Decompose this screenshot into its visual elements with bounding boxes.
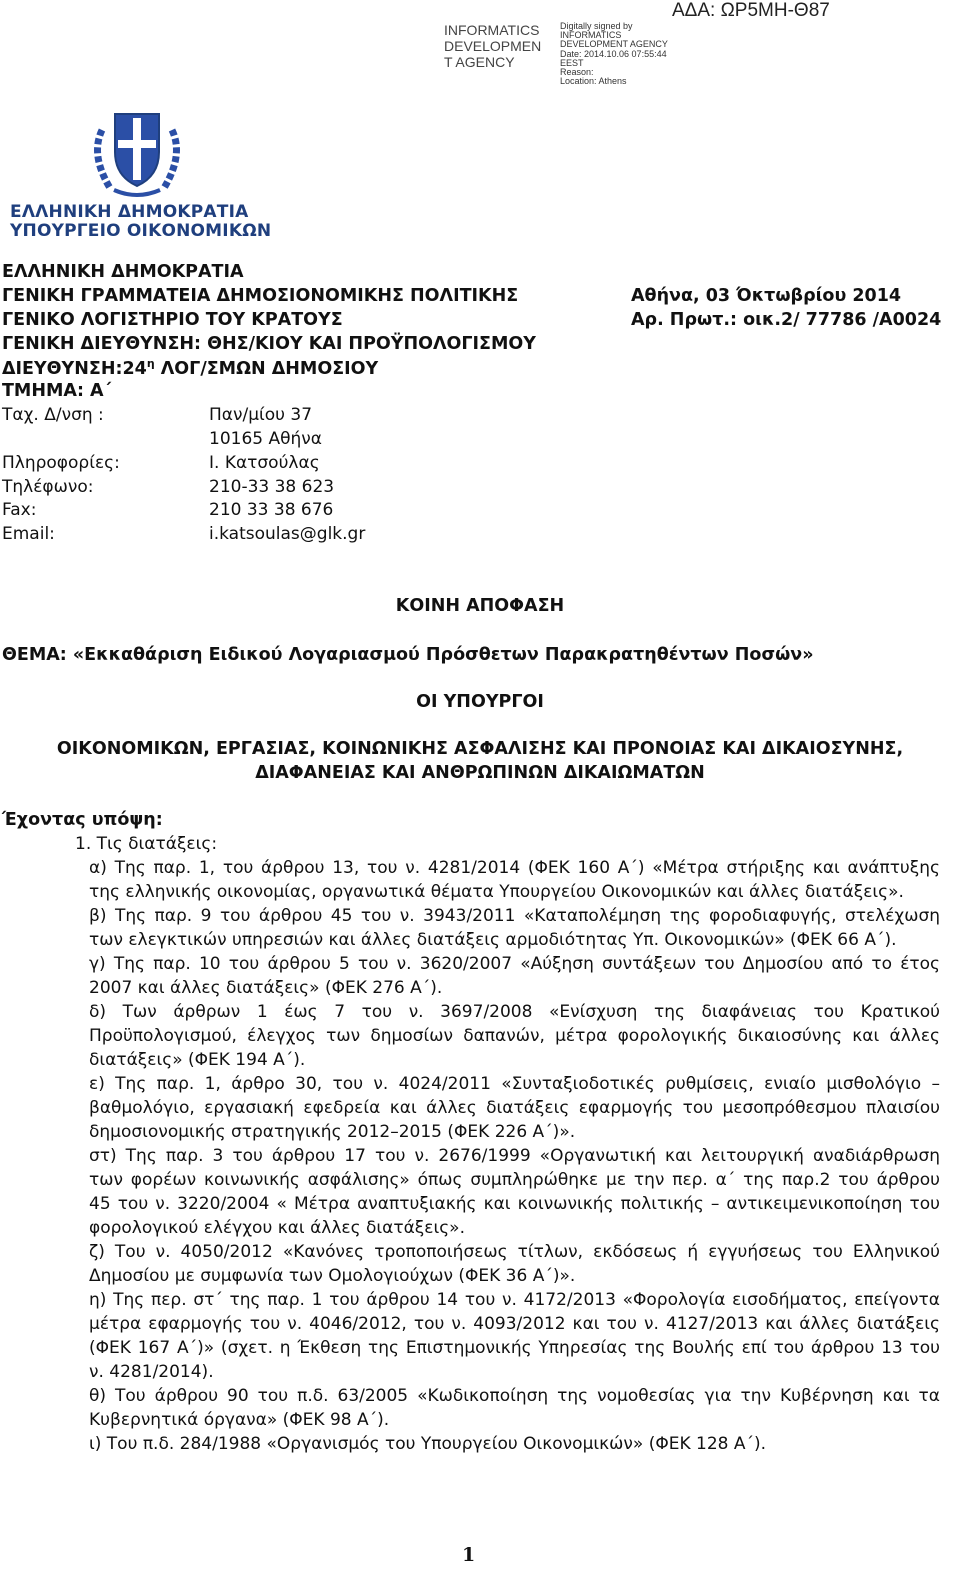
header-directorate [2, 357, 378, 379]
header-line: ΓΕΝΙΚΗ ΔΙΕΥΘΥΝΣΗ: ΘΗΣ/ΚΙΟΥ ΚΑΙ ΠΡΟΫΠΟΛΟΓΙΣΜΟΥ [2, 334, 536, 354]
item-heading: 1. Τις διατάξεις: [75, 834, 218, 854]
body-line: βαθμολόγιο, εργασιακή εφεδρεία και άλλες διατάξεις εφαρμογής του μεσοπρόθεσμου πλαισίου [89, 1098, 940, 1118]
signature-agency-line: INFORMATICS [444, 22, 540, 38]
body-line: των ελεγκτικών υπηρεσιών και άλλες διατάξεις αρμοδιότητας Υπ. Οικονομικών» (ΦΕΚ 66 Α΄). [89, 930, 897, 950]
body-line: δημοσιονομικής στρατηγικής 2012–2015 (ΦΕΚ 226 Α΄)». [89, 1122, 576, 1142]
greek-emblem-icon [82, 100, 192, 200]
body-line: Δημοσίου με συμφωνία των Ομολογιούχων (ΦΕΚ 36 Α΄)». [89, 1266, 576, 1286]
ada-label: ΑΔΑ: ΩΡ5ΜΗ-Θ87 [672, 0, 830, 21]
header-line: ΓΕΝΙΚΗ ΓΡΑΜΜΑΤΕΙΑ ΔΗΜΟΣΙΟΝΟΜΙΚΗΣ ΠΟΛΙΤΙΚΗΣ [2, 286, 519, 306]
protocol-number: Αρ. Πρωτ.: οικ.2/ 77786 /Α0024 [631, 310, 942, 330]
logo-text-ministry: ΥΠΟΥΡΓΕΙΟ ΟΙΚΟΝΟΜΙΚΩΝ [10, 221, 272, 241]
fax-value: 210 33 38 676 [209, 500, 334, 520]
signature-agency-line: T AGENCY [444, 54, 515, 70]
body-line: φορολογικού ελέγχου και άλλες διατάξεις». [89, 1218, 465, 1238]
body-line: γ) Της παρ. 10 του άρθρου 5 του ν. 3620/2007 «Αύξηση συντάξεων του Δημοσίου από το έτος [89, 954, 940, 974]
signature-detail-line: Digitally signed by [560, 21, 633, 31]
page-number: 1 [462, 1544, 476, 1566]
address-line: Παν/μίου 37 [209, 405, 313, 425]
body-line: της ελληνικής οικονομίας, οργανωτικά θέματα Υπουργείου Οικονομικών και άλλες διατάξεις». [89, 882, 904, 902]
email-label: Email: [2, 524, 55, 544]
body-line: η) Της περ. στ΄ της παρ. 1 του άρθρου 14 του ν. 4172/2013 «Φορολογία εισοδήματος, επείγοντα [89, 1290, 940, 1310]
signature-detail-line: INFORMATICS [560, 30, 622, 41]
fax-label: Fax: [2, 500, 37, 520]
header-line: ΓΕΝΙΚΟ ΛΟΓΙΣΤΗΡΙΟ ΤΟΥ ΚΡΑΤΟΥΣ [2, 310, 343, 330]
phone-value: 210-33 38 623 [209, 477, 335, 497]
decision-title: ΚΟΙΝΗ ΑΠΟΦΑΣΗ [395, 596, 565, 616]
body-line: 45 του ν. 3220/2004 « Μέτρα αναπτυξιακής και κοινωνικής πολιτικής – αντικειμενικοποίηση του [89, 1194, 940, 1214]
signature-agency [444, 22, 541, 70]
body-line: (ΦΕΚ 167 Α΄)» (σχετ. η Έκθεση της Επιστημονικής Υπηρεσίας της Βουλής επί του άρθρου 13 του [89, 1338, 940, 1358]
header-line: ΕΛΛΗΝΙΚΗ ΔΗΜΟΚΡΑΤΙΑ [2, 262, 244, 282]
body-line: 2007 και άλλες διατάξεις» (ΦΕΚ 276 Α΄). [89, 978, 443, 998]
signature-detail-line: Reason: [560, 67, 594, 78]
body-line: στ) Της παρ. 3 του άρθρου 17 του ν. 2676/1999 «Οργανωτική και λειτουργική αναδιάρθρωση [89, 1146, 940, 1166]
ministers-title: ΟΙ ΥΠΟΥΡΓΟΙ [416, 692, 544, 712]
signature-detail-line: Location: Athens [560, 76, 627, 87]
logo-text-republic: ΕΛΛΗΝΙΚΗ ΔΗΜΟΚΡΑΤΙΑ [10, 202, 249, 222]
body-line: α) Της παρ. 1, του άρθρου 13, του ν. 4281/2014 (ΦΕΚ 160 Α΄) «Μέτρα στήριξης και ανάπτυξης [89, 858, 940, 878]
body-line: ι) Του π.δ. 284/1988 «Οργανισμός του Υπουργείου Οικονομικών» (ΦΕΚ 128 Α΄). [89, 1434, 767, 1454]
signature-detail-line: Date: 2014.10.06 07:55:44 [560, 48, 667, 59]
date-line: Αθήνα, 03 Όκτωβρίου 2014 [631, 286, 902, 306]
body-line: δ) Των άρθρων 1 έως 7 του ν. 3697/2008 «Ενίσχυση της διαφάνειας του Κρατικού [89, 1002, 940, 1022]
signature-details [560, 22, 668, 86]
body-line: ε) Της παρ. 1, άρθρο 30, του ν. 4024/2011 «Συνταξιοδοτικές ρυθμίσεις, ενιαίο μισθολόγιο – [89, 1074, 940, 1094]
phone-label: Τηλέφωνο: [2, 477, 94, 497]
subject-line: ΘΕΜΑ: «Εκκαθάριση Ειδικού Λογαριασμού Πρόσθετων Παρακρατηθέντων Ποσών» [2, 645, 814, 665]
signature-detail-line: EEST [560, 57, 584, 68]
info-value: Ι. Κατσούλας [209, 453, 320, 473]
directorate-suffix: ΛΟΓ/ΣΜΩΝ ΔΗΜΟΣΙΟΥ [154, 358, 379, 379]
body-line: θ) Του άρθρου 90 του π.δ. 63/2005 «Κωδικοποίηση της νομοθεσίας για την Κυβέρνηση και τα [89, 1386, 940, 1406]
ministries-line: ΔΙΑΦΑΝΕΙΑΣ ΚΑΙ ΑΝΘΡΩΠΙΝΩΝ ΔΙΚΑΙΩΜΑΤΩΝ [255, 763, 705, 783]
body-line: Προϋπολογισμού, έλεγχος των δημοσίων δαπανών, μέτρα φορολογικής δικαιοσύνης και άλλες [89, 1026, 940, 1046]
signature-detail-line: DEVELOPMENT AGENCY [560, 39, 668, 50]
address-postcode: 10165 Αθήνα [209, 429, 322, 449]
body-line: β) Της παρ. 9 του άρθρου 45 του ν. 3943/2011 «Καταπολέμηση της φοροδιαφυγής, στελέχωση [89, 906, 940, 926]
body-line: Κυβερνητικά όργανα» (ΦΕΚ 98 Α΄). [89, 1410, 390, 1430]
signature-agency-line: DEVELOPMEN [444, 38, 542, 54]
info-label: Πληροφορίες: [2, 453, 120, 473]
ministries-line: ΟΙΚΟΝΟΜΙΚΩΝ, ΕΡΓΑΣΙΑΣ, ΚΟΙΝΩΝΙΚΗΣ ΑΣΦΑΛΙΣΗΣ ΚΑΙ ΠΡΟΝΟΙΑΣ ΚΑΙ ΔΙΚΑΙΟΣΥΝΗΣ, [56, 739, 904, 759]
body-line: ν. 4281/2014). [89, 1362, 214, 1382]
body-line: μέτρα εφαρμογής του ν. 4046/2012, του ν. 4093/2012 και του ν. 4127/2013 και άλλες διατάξεις [89, 1314, 940, 1334]
body-line: διατάξεις» (ΦΕΚ 194 Α΄). [89, 1050, 306, 1070]
having-regard-heading: Έχοντας υπόψη: [2, 810, 163, 830]
address-label: Ταχ. Δ/νση : [2, 405, 104, 425]
body-line: ζ) Του ν. 4050/2012 «Κανόνες τροποποιήσεως τίτλων, εκδόσεως ή εγγυήσεως του Ελληνικού [89, 1242, 940, 1262]
header-department: ΤΜΗΜΑ: Α΄ [2, 381, 112, 401]
email-link[interactable]: i.katsoulas@glk.gr [209, 524, 366, 544]
directorate-sup: η [146, 357, 155, 370]
directorate-prefix: ΔΙΕΥΘΥΝΣΗ:24 [2, 358, 147, 379]
body-line: των φορέων κοινωνικής ασφάλισης» όπως συμπληρώθηκε με την περ. α΄ της παρ.2 του άρθρου [89, 1170, 940, 1190]
